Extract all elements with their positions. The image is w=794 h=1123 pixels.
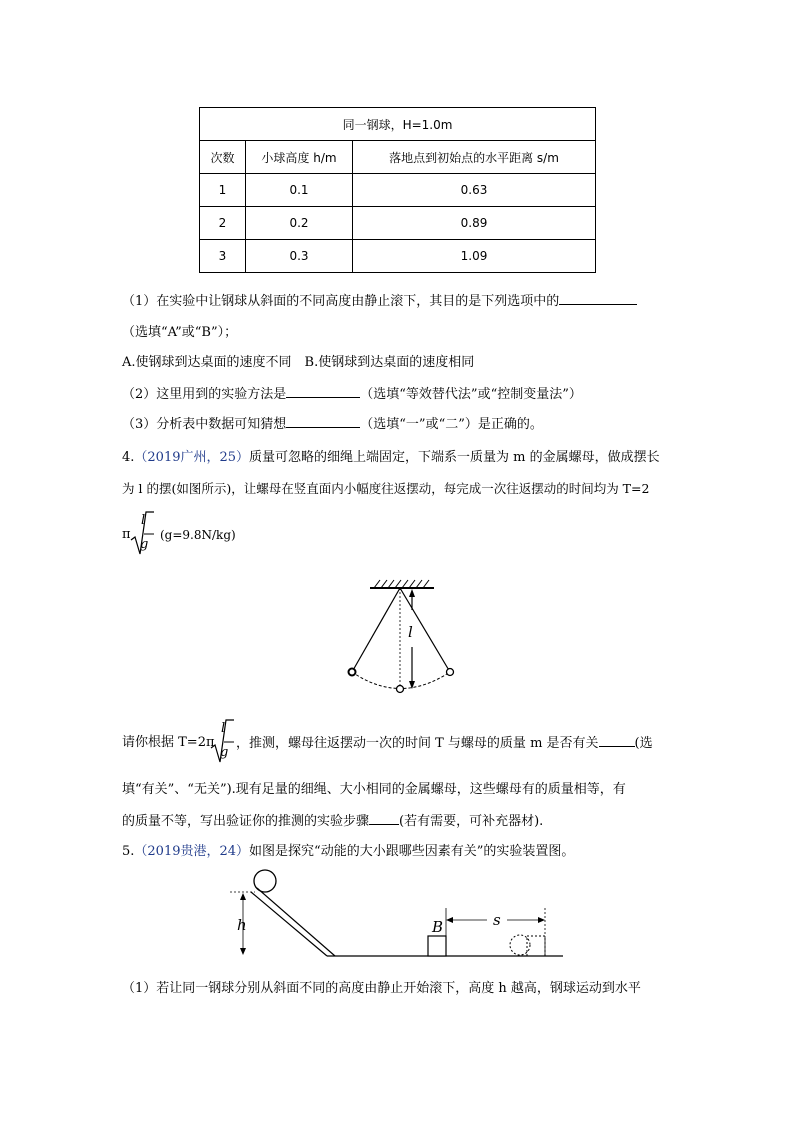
- table-header: 小球高度 h/m: [246, 141, 353, 174]
- q4-ask-line2: 填“有关”、“无关”).现有足量的细绳、大小相同的金属螺母，这些螺母有的质量相等，有: [122, 782, 626, 797]
- q3-part1-line1: [122, 292, 637, 311]
- table-cell: 0.2: [246, 207, 353, 240]
- table-row: [200, 207, 596, 240]
- table-cell: 0.3: [246, 240, 353, 273]
- q5-title: 如图是探究“动能的大小跟哪些因素有关”的实验装置图。: [249, 844, 575, 859]
- q5-part1: （1）若让同一钢球分别从斜面不同的高度由静止开始滚下，高度 h 越高，钢球运动到水平: [122, 981, 641, 996]
- question-source: （2019广州，25）: [134, 450, 250, 465]
- q3-part1-line2: （选填“A”或“B”）；: [122, 325, 238, 340]
- q4-ask-line1: [122, 718, 682, 764]
- answer-blank[interactable]: [599, 734, 635, 747]
- q4-ask-note: (若有需要，可补充器材).: [399, 814, 544, 829]
- q4-ask-line3: [122, 812, 543, 831]
- ramp-figure: [225, 868, 565, 966]
- q4-ask-prefix: 请你根据 T=2π: [122, 735, 215, 750]
- height-label: h: [237, 916, 247, 934]
- pendulum-length-label: l: [408, 623, 413, 641]
- table-cell: 1.09: [353, 240, 596, 273]
- table-cell: 1: [200, 174, 246, 207]
- q4-ask-suffix: (选: [634, 736, 653, 751]
- q3-part1-text: （1）在实验中让钢球从斜面的不同高度由静止滚下，其目的是下列选项中的: [122, 294, 560, 309]
- q3-part2: [122, 385, 582, 404]
- q4-ask-body: [236, 734, 653, 753]
- table-header: 落地点到初始点的水平距离 s/m: [353, 141, 596, 174]
- q4-text: 质量可忽略的细绳上端固定，下端系一质量为 m 的金属螺母，做成摆长: [249, 450, 660, 465]
- question-source: （2019贵港，24）: [134, 844, 250, 859]
- table-cell: 0.89: [353, 207, 596, 240]
- data-table: [199, 107, 596, 273]
- answer-blank[interactable]: [559, 292, 637, 305]
- q3-options: A.使钢球到达桌面的速度不同 B.使钢球到达桌面的速度相同: [122, 355, 475, 370]
- answer-blank[interactable]: [369, 812, 399, 825]
- table-title: 同一钢球，H=1.0m: [200, 108, 596, 141]
- table-cell: 3: [200, 240, 246, 273]
- fraction-numerator: l: [221, 721, 226, 736]
- answer-blank[interactable]: [286, 385, 360, 398]
- q3-part3-hint: （选填“一”或“二”）是正确的。: [360, 417, 543, 432]
- q3-part2-hint: （选填“等效替代法”或“控制变量法”）: [360, 387, 582, 402]
- table-row: [200, 174, 596, 207]
- q3-part2-text: （2）这里用到的实验方法是: [122, 387, 287, 402]
- question-number: 4.: [122, 450, 135, 465]
- answer-blank[interactable]: [286, 415, 360, 428]
- table-row: [200, 240, 596, 273]
- pi-symbol: π: [122, 527, 131, 542]
- table-cell: 0.63: [353, 174, 596, 207]
- q4-ask-steps: 的质量不等，写出验证你的推测的实验步骤: [122, 814, 370, 829]
- q4-ask-text: ，推测，螺母往返摆动一次的时间 T 与螺母的质量 m 是否有关: [236, 736, 599, 751]
- block-label: B: [432, 918, 444, 936]
- fraction-denominator: g: [220, 745, 229, 760]
- table-cell: 2: [200, 207, 246, 240]
- q3-part3: [122, 415, 543, 434]
- period-formula: [122, 510, 252, 556]
- fraction-numerator: l: [141, 513, 146, 528]
- table-cell: 0.1: [246, 174, 353, 207]
- q4-line1: [122, 449, 660, 467]
- fraction-denominator: g: [140, 537, 149, 552]
- pendulum-figure: [340, 575, 470, 700]
- q3-part3-text: （3）分析表中数据可知猜想: [122, 417, 287, 432]
- block-b: [428, 936, 446, 956]
- question-number: 5.: [122, 844, 135, 859]
- distance-label: s: [493, 911, 501, 929]
- q4-line2: 为 l 的摆(如图所示)，让螺母在竖直面内小幅度往返摆动，每完成一次往返摆动的时间均为 T=2: [122, 481, 650, 496]
- g-value: (g=9.8N/kg): [160, 528, 236, 542]
- table-header: 次数: [200, 141, 246, 174]
- q5-title-line: [122, 843, 574, 861]
